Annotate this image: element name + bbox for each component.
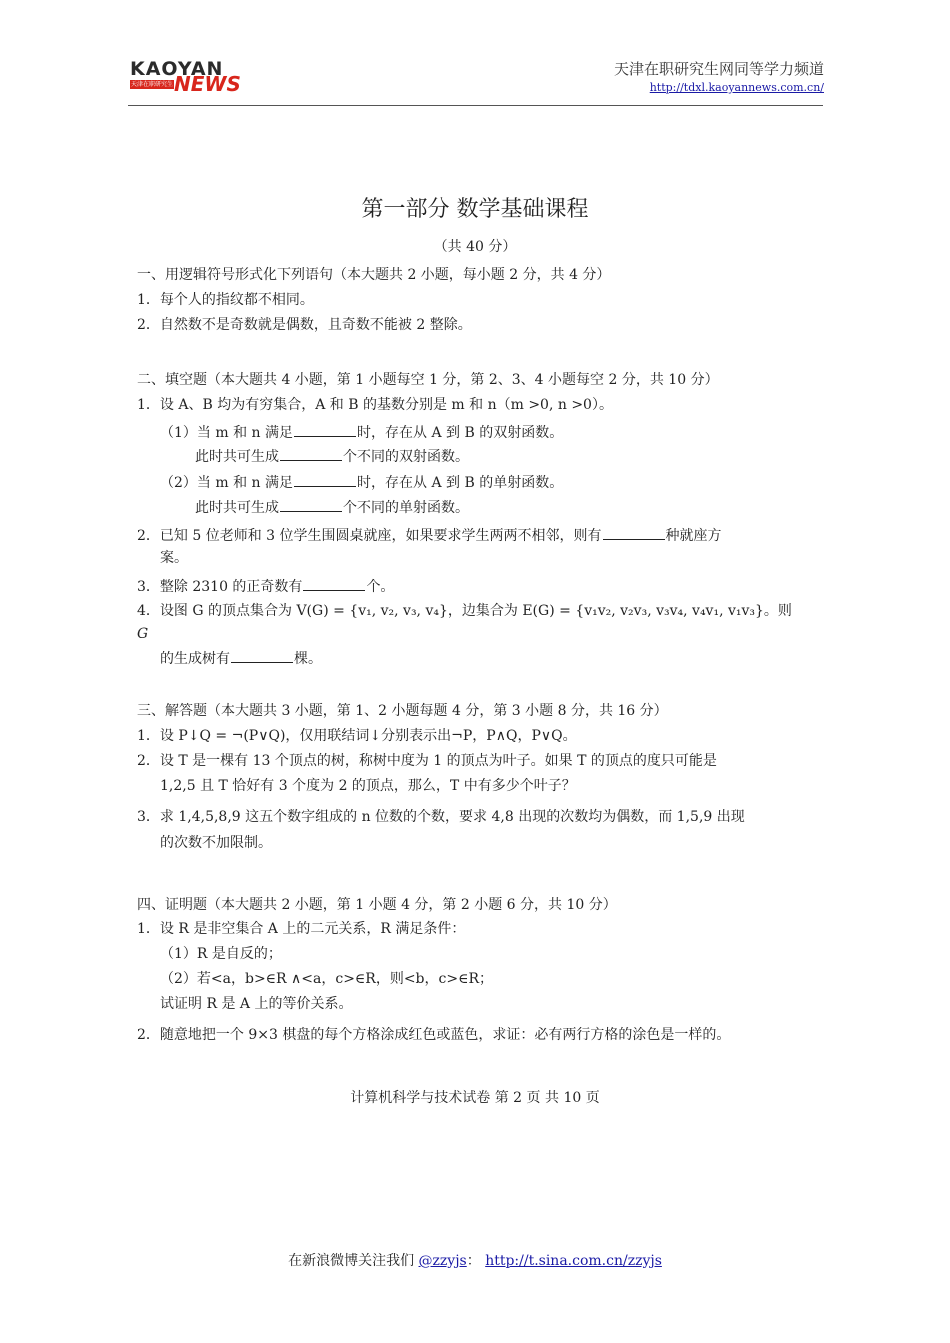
s2-q1-part1 bbox=[160, 422, 563, 442]
s2-q4-cont-tail: 棵。 bbox=[294, 651, 322, 667]
kaoyannews-logo bbox=[130, 58, 245, 94]
answer-blank bbox=[303, 576, 365, 591]
section-2-heading: 二、填空题（本大题共 4 小题，第 1 小题每空 1 分，第 2、3、4 小题每空 2 分，共 10 分） bbox=[137, 372, 719, 388]
site-header bbox=[614, 58, 824, 94]
s2-q3-text: 3．整除 2310 的正奇数有 bbox=[137, 579, 303, 595]
s3-q3-continuation: 的次数不加限制。 bbox=[160, 835, 272, 851]
answer-blank bbox=[280, 446, 342, 461]
answer-blank bbox=[231, 648, 293, 663]
s1-question-1: 1．每个人的指纹都不相同。 bbox=[137, 292, 314, 308]
s4-q1-prove: 试证明 R 是 A 上的等价关系。 bbox=[160, 996, 353, 1012]
s2-q1-part2 bbox=[160, 472, 563, 492]
page-subtitle: （共 40 分） bbox=[433, 239, 517, 255]
s3-question-3: 3．求 1,4,5,8,9 这五个数字组成的 n 位数的个数，要求 4,8 出现的次数均为偶数，而 1,5,9 出现 bbox=[137, 809, 745, 825]
s2-q1-part1-count-text: 此时共可生成 bbox=[195, 449, 279, 465]
s2-q1-part1-count-tail: 个不同的双射函数。 bbox=[343, 449, 469, 465]
answer-blank bbox=[294, 422, 356, 437]
s3-q2-continuation: 1,2,5 且 T 恰好有 3 个度为 2 的顶点，那么，T 中有多少个叶子？ bbox=[160, 778, 576, 794]
s2-question-3 bbox=[137, 576, 394, 596]
s2-q2-text: 2．已知 5 位老师和 3 位学生围圆桌就座，如果要求学生两两不相邻，则有 bbox=[137, 528, 602, 544]
s2-q1-part2-count-tail: 个不同的单射函数。 bbox=[343, 500, 469, 516]
s4-q1-condition-2: （2）若<a，b>∈R ∧<a，c>∈R，则<b，c>∈R； bbox=[160, 971, 493, 987]
site-title: 天津在职研究生网同等学力频道 bbox=[613, 60, 824, 78]
section-1-heading: 一、用逻辑符号形式化下列语句（本大题共 2 小题，每小题 2 分，共 4 分） bbox=[137, 267, 611, 283]
page-footer: 计算机科学与技术试卷 第 2 页 共 10 页 bbox=[350, 1090, 600, 1106]
s2-q1-part1-text: （1）当 m 和 n 满足 bbox=[160, 425, 293, 441]
s2-question-2 bbox=[137, 525, 722, 545]
logo-kaoyan-text: KAOYAN bbox=[130, 58, 224, 80]
s2-q1-part1-count bbox=[195, 446, 469, 466]
s2-q4-cont-text: 的生成树有 bbox=[160, 651, 230, 667]
answer-blank bbox=[603, 525, 665, 540]
s2-q1-part2-count bbox=[195, 497, 469, 517]
s4-question-2: 2．随意地把一个 9×3 棋盘的每个方格涂成红色或蓝色，求证：必有两行方格的涂色是一样的。 bbox=[137, 1027, 731, 1043]
section-4-heading: 四、证明题（本大题共 2 小题，第 1 小题 4 分，第 2 小题 6 分，共 10 分） bbox=[137, 897, 617, 913]
s4-q1-condition-1: （1）R 是自反的； bbox=[160, 946, 282, 962]
s2-q3-tail: 个。 bbox=[366, 579, 395, 595]
answer-blank bbox=[294, 472, 356, 487]
s3-question-1: 1．设 P↓Q = ¬(P∨Q)，仅用联结词↓分别表示出¬P，P∧Q，P∨Q。 bbox=[137, 728, 577, 744]
weibo-separator: ： bbox=[466, 1253, 481, 1269]
s2-q1-part2-tail: 时，存在从 A 到 B 的单射函数。 bbox=[357, 475, 564, 491]
logo-strip: 天津在职研究生 bbox=[130, 81, 173, 88]
s2-question-1: 1．设 A、B 均为有穷集合，A 和 B 的基数分别是 m 和 n（m >0, n >0）。 bbox=[137, 397, 613, 413]
header-divider bbox=[128, 105, 823, 106]
site-url-link[interactable]: http://tdxl.kaoyannews.com.cn/ bbox=[649, 81, 824, 94]
s1-question-2: 2．自然数不是奇数就是偶数，且奇数不能被 2 整除。 bbox=[137, 317, 472, 333]
s2-q1-part2-count-text: 此时共可生成 bbox=[195, 500, 279, 516]
answer-blank bbox=[280, 497, 342, 512]
s2-q4-graph-label: G bbox=[137, 626, 149, 642]
page-title: 第一部分 数学基础课程 bbox=[361, 197, 589, 222]
logo-news-text: NEWS bbox=[174, 72, 241, 96]
section-3-heading: 三、解答题（本大题共 3 小题，第 1、2 小题每题 4 分，第 3 小题 8 分，共 16 分） bbox=[137, 703, 668, 719]
s2-q2-continuation: 案。 bbox=[160, 550, 188, 566]
s2-question-4: 4．设图 G 的顶点集合为 V(G) = {v₁, v₂, v₃, v₄}，边集合为 E(G) = {v₁v₂, v₂v₃, v₃v₄, v₄v₁, v₁v₃}。则 bbox=[137, 603, 792, 619]
s2-q1-part1-tail: 时，存在从 A 到 B 的双射函数。 bbox=[357, 425, 564, 441]
weibo-url-link[interactable]: http://t.sina.com.cn/zzyjs bbox=[485, 1253, 662, 1269]
s2-q1-part2-text: （2）当 m 和 n 满足 bbox=[160, 475, 293, 491]
s2-q2-tail: 种就座方 bbox=[665, 528, 722, 544]
weibo-handle-link[interactable]: @zzyjs bbox=[418, 1253, 467, 1269]
s3-question-2: 2．设 T 是一棵有 13 个顶点的树，称树中度为 1 的顶点为叶子。如果 T 的顶点的度只可能是 bbox=[137, 753, 717, 769]
s4-question-1: 1．设 R 是非空集合 A 上的二元关系，R 满足条件： bbox=[137, 921, 466, 937]
weibo-follow-line bbox=[0, 1250, 950, 1270]
weibo-follow-text: 在新浪微博关注我们 bbox=[288, 1253, 419, 1269]
s2-q4-continuation bbox=[160, 648, 322, 668]
